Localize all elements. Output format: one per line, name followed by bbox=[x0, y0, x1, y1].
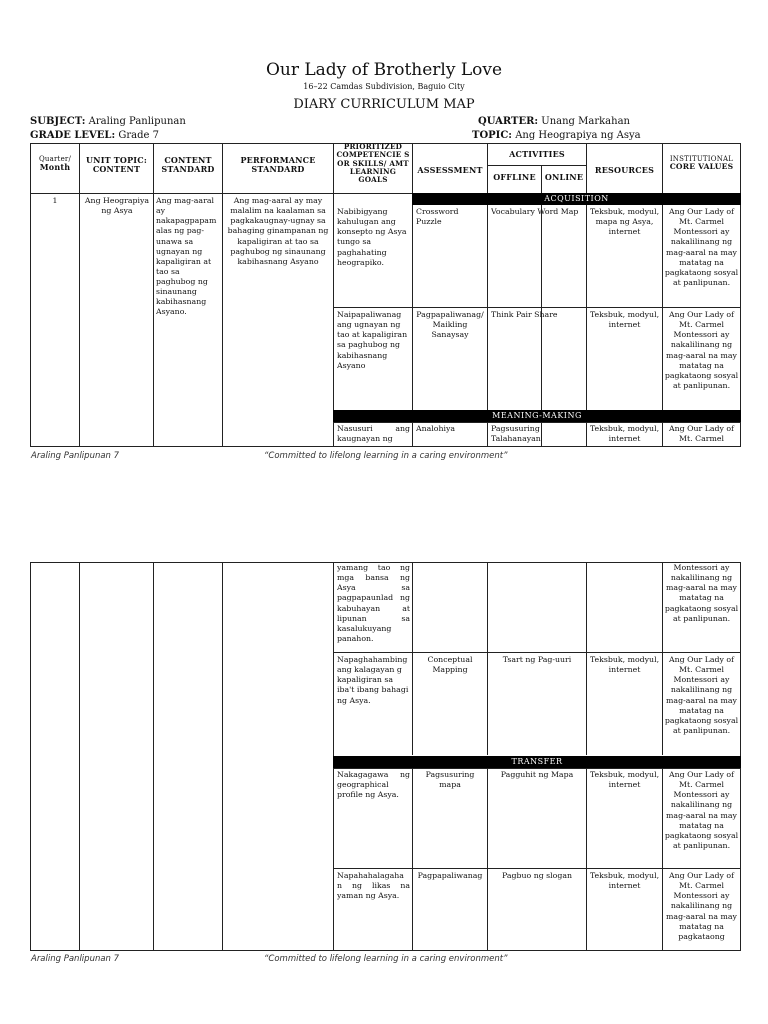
subject-label: SUBJECT: bbox=[30, 116, 86, 127]
competency-cell: yamang tao ng mga bansa ng Asya sa pagpapaunlad ng kabuhayan at lipunan sa kasalukuyang panahon. bbox=[337, 563, 410, 643]
resources-cell: Teksbuk, modyul, internet bbox=[589, 310, 660, 330]
competency-cell: Nabibigyang kahulugan ang konsepto ng Asya tungo sa paghahating heograpiko. bbox=[337, 207, 407, 267]
competency-cell: Nasusuri ang kaugnayan ng bbox=[337, 424, 410, 444]
topic-line bbox=[472, 130, 641, 141]
band-transfer: TRANSFER bbox=[333, 756, 741, 768]
header-unit-topic: UNIT TOPIC: CONTENT bbox=[86, 155, 147, 175]
resources-cell: Teksbuk, modyul, mapa ng Asya, internet bbox=[589, 207, 660, 237]
footer-subject: Araling Panlipunan 7 bbox=[31, 451, 120, 461]
performance-standard-value: Ang mag-aaral ay may malalim na kaalaman sa pagkakaugnay-ugnay sa bahaging ginampanan ng kapaligiran at tao sa paghubog ng sinaunang kabihasnang Asyano bbox=[227, 196, 329, 266]
competency-cell: Napahahalagaha n ng likas na yaman ng Asya. bbox=[337, 871, 410, 901]
header-assessment: ASSESSMENT bbox=[417, 165, 483, 175]
assessment-cell: Conceptual Mapping bbox=[427, 655, 473, 675]
grade-line bbox=[30, 130, 159, 141]
core-values-cell: Ang Our Lady of Mt. Carmel bbox=[668, 424, 735, 444]
core-values-cell: Montessori ay nakalilinang ng mag-aaral na may matatag na pagkataong sosyal at panlipunan. bbox=[664, 563, 739, 623]
footer-subject: Araling Panlipunan 7 bbox=[31, 954, 120, 964]
resources-cell: Teksbuk, modyul, internet bbox=[589, 770, 660, 790]
offline-activity-cell: Pagguhit ng Mapa bbox=[500, 770, 574, 779]
core-values-cell: Ang Our Lady of Mt. Carmel Montessori ay nakalilinang ng mag-aaral na may matatag na pagkataong sosyal at panlipunan. bbox=[664, 310, 739, 390]
header-activities: ACTIVITIES bbox=[509, 149, 565, 159]
unit-topic-value: Ang Heograpiya ng Asya bbox=[84, 196, 150, 216]
quarter-line bbox=[478, 116, 630, 127]
competency-cell: Napaghahambing ang kalagayan g kapaligiran sa iba't ibang bahagi ng Asya. bbox=[337, 655, 409, 705]
resources-cell: Teksbuk, modyul, internet bbox=[589, 871, 660, 891]
header-content-standard: CONTENT STANDARD bbox=[161, 155, 215, 175]
core-values-cell: Ang Our Lady of Mt. Carmel Montessori ay nakalilinang ng mag-aaral na may matatag na pagkataong sosyal at panlipunan. bbox=[664, 770, 739, 850]
grade-label: GRADE LEVEL: bbox=[30, 130, 116, 141]
quarter-label: QUARTER: bbox=[478, 116, 539, 127]
competency-cell: Naipapaliwanag ang ugnayan ng tao at kapaligiran sa paghubog ng kabihasnang Asyano bbox=[337, 310, 408, 370]
month-value: 1 bbox=[52, 196, 58, 205]
footer-motto: “Committed to lifelong learning in a caring environment” bbox=[264, 954, 508, 964]
band-meaning-making: MEANING-MAKING bbox=[333, 410, 741, 422]
core-values-cell: Ang Our Lady of Mt. Carmel Montessori ay nakalilinang ng mag-aaral na may matatag na pagkataong sosyal at panlipunan. bbox=[664, 207, 739, 287]
grade-value: Grade 7 bbox=[118, 130, 159, 141]
school-name: Our Lady of Brotherly Love bbox=[265, 60, 503, 80]
topic-label: TOPIC: bbox=[472, 130, 512, 141]
assessment-cell: Crossword Puzzle bbox=[416, 207, 459, 227]
offline-activity-cell: Tsart ng Pag-uuri bbox=[502, 655, 572, 664]
offline-activity-cell: Pagsusuring Talahanayan bbox=[491, 424, 541, 444]
header-offline: OFFLINE bbox=[493, 172, 536, 182]
resources-cell: Teksbuk, modyul, internet bbox=[589, 424, 660, 444]
header-competencies: PRIORITIZED COMPETENCIE S OR SKILLS/ AMT LEARNING GOALS bbox=[336, 142, 410, 185]
core-values-cell: Ang Our Lady of Mt. Carmel Montessori ay nakalilinang ng mag-aaral na may matatag na pagkataong sosyal at panlipunan. bbox=[664, 655, 739, 735]
offline-activity-cell: Vocabulary Word Map bbox=[491, 207, 579, 216]
competency-cell: Nakagagawa ng geographical profile ng Asya. bbox=[337, 770, 410, 800]
header-performance-standard: PERFORMANCE STANDARD bbox=[240, 155, 316, 175]
footer-motto: “Committed to lifelong learning in a caring environment” bbox=[264, 451, 508, 461]
subject-line bbox=[30, 116, 186, 127]
topic-value: Ang Heograpiya ng Asya bbox=[515, 130, 641, 141]
assessment-cell: Pagsusuring mapa bbox=[425, 770, 475, 790]
quarter-value: Unang Markahan bbox=[541, 116, 630, 127]
assessment-cell: Pagpapaliwanag/ Maikling Sanaysay bbox=[416, 310, 484, 340]
assessment-cell: Analohiya bbox=[416, 424, 456, 433]
header-resources: RESOURCES bbox=[594, 165, 655, 175]
core-values-cell: Ang Our Lady of Mt. Carmel Montessori ay nakalilinang ng mag-aaral na may matatag na pagkataong bbox=[666, 871, 737, 941]
header-core-values: INSTITUTIONAL CORE VALUES bbox=[669, 155, 734, 172]
subject-value: Araling Panlipunan bbox=[88, 116, 186, 127]
assessment-cell: Pagpapaliwanag bbox=[417, 871, 483, 880]
document-title: DIARY CURRICULUM MAP bbox=[293, 97, 475, 112]
resources-cell: Teksbuk, modyul, internet bbox=[589, 655, 660, 675]
header-online: ONLINE bbox=[544, 172, 584, 182]
band-acquisition: ACQUISITION bbox=[412, 193, 741, 205]
header-quarter: Quarter/ Month bbox=[38, 155, 72, 173]
content-standard-value: Ang mag-aaral ay nakapagpapam alas ng pag-unawa sa ugnayan ng kapaligiran at tao sa paghubog ng sinaunang kabihasnang Asyano. bbox=[156, 196, 217, 317]
school-address: 16–22 Camdas Subdivision, Baguio City bbox=[303, 82, 465, 91]
offline-activity-cell: Pagbuo ng slogan bbox=[501, 871, 573, 880]
offline-activity-cell: Think Pair Share bbox=[491, 310, 558, 319]
